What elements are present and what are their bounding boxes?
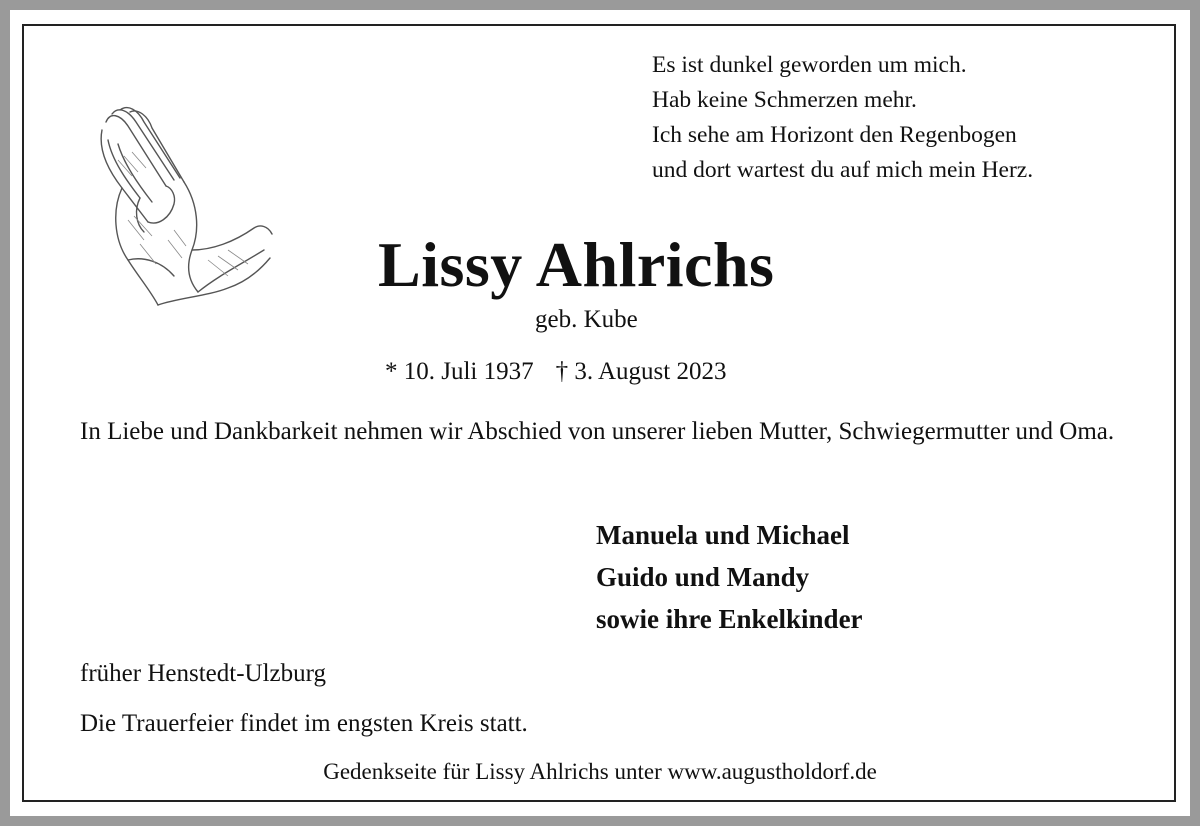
- farewell-text: In Liebe und Dankbarkeit nehmen wir Abschied von unserer lieben Mutter, Schwiegermutter und Oma.: [80, 418, 1115, 445]
- poem-line: Es ist dunkel geworden um mich.: [652, 52, 967, 78]
- poem-line: Hab keine Schmerzen mehr.: [652, 87, 917, 113]
- praying-hands-icon: [88, 100, 278, 320]
- mourner-line: Manuela und Michael: [596, 520, 850, 550]
- former-residence: früher Henstedt-Ulzburg: [80, 660, 326, 687]
- mourner-line: Guido und Mandy: [596, 562, 810, 592]
- life-dates: [385, 358, 726, 386]
- mourners-list: [596, 514, 863, 640]
- obituary-card: [10, 10, 1190, 816]
- poem-line: und dort wartest du auf mich mein Herz.: [652, 157, 1034, 183]
- funeral-notice: Die Trauerfeier findet im engsten Kreis statt.: [80, 710, 528, 737]
- birth-name: geb. Kube: [535, 306, 638, 333]
- mourner-line: sowie ihre Enkelkinder: [596, 604, 863, 634]
- deceased-name: Lissy Ahlrichs: [378, 229, 775, 300]
- poem: [652, 48, 1033, 188]
- birth-date: * 10. Juli 1937: [385, 358, 534, 385]
- memorial-page-note: Gedenkseite für Lissy Ahlrichs unter www.augustholdorf.de: [323, 759, 877, 784]
- death-date: † 3. August 2023: [555, 358, 727, 385]
- poem-line: Ich sehe am Horizont den Regenbogen: [652, 122, 1017, 148]
